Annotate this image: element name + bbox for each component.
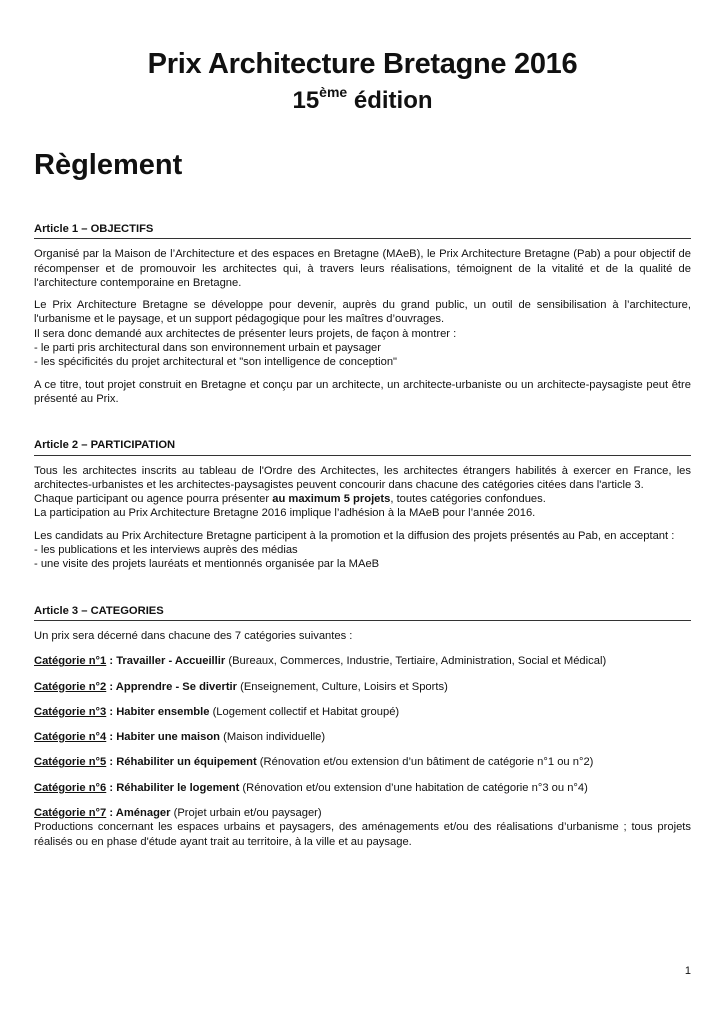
category-6-label: Catégorie n°6 bbox=[34, 781, 107, 794]
category-5 bbox=[34, 755, 691, 769]
category-4-name: Habiter une maison bbox=[116, 731, 221, 744]
category-7-name: Aménager bbox=[115, 807, 171, 820]
category-6-desc: (Rénovation et/ou extension d’une habitation de catégorie n°3 ou n°4) bbox=[239, 781, 588, 794]
document-title: Prix Architecture Bretagne 2016 bbox=[147, 48, 578, 80]
category-2-sep: : bbox=[106, 680, 116, 693]
category-1 bbox=[34, 654, 691, 668]
article-2-paragraph-2 bbox=[34, 529, 691, 572]
article-1-paragraph-2-text: Le Prix Architecture Bretagne se développe pour devenir, auprès du grand public, un outil de sensibilisation à l’architecture, l'urbanisme et le paysage, et un support pédagogique pour les maîtres d’ouvrages. bbox=[34, 299, 691, 326]
category-1-name: Travailler - Accueillir bbox=[116, 655, 226, 668]
category-2-label: Catégorie n°2 bbox=[34, 680, 107, 693]
category-3-desc: (Logement collectif et Habitat groupé) bbox=[209, 705, 400, 718]
category-5-desc: (Rénovation et/ou extension d’un bâtiment de catégorie n°1 ou n°2) bbox=[256, 756, 594, 769]
document-body bbox=[34, 222, 691, 857]
category-1-desc: (Bureaux, Commerces, Industrie, Tertiaire, Administration, Social et Médical) bbox=[225, 655, 607, 668]
category-2-name: Apprendre - Se divertir bbox=[115, 680, 238, 693]
article-1-paragraph-3: A ce titre, tout projet construit en Bretagne et conçu par un architecte, un architecte-urbaniste ou un architecte-paysagiste peut être présenté au Prix. bbox=[34, 378, 691, 405]
edition-ordinal-suffix: ème bbox=[319, 84, 348, 100]
category-3-sep: : bbox=[106, 705, 117, 718]
article-2-bullet-2: - une visite des projets lauréats et mentionnés organisée par la MAeB bbox=[34, 558, 380, 571]
category-7-sep: : bbox=[106, 807, 116, 820]
category-3-label: Catégorie n°3 bbox=[34, 705, 107, 718]
article-2-heading: Article 2 – PARTICIPATION bbox=[34, 438, 691, 455]
article-3-heading: Article 3 – CATEGORIES bbox=[34, 604, 691, 621]
article-2-max-projects-pre: Chaque participant ou agence pourra présenter bbox=[34, 493, 273, 506]
article-2-max-projects-line bbox=[34, 492, 691, 506]
article-2-max-projects-bold: au maximum 5 projets bbox=[272, 493, 391, 506]
category-2-desc: (Enseignement, Culture, Loisirs et Sports) bbox=[237, 680, 448, 693]
article-2-membership-line: La participation au Prix Architecture Bretagne 2016 implique l’adhésion à la MAeB pour l’année 2016. bbox=[34, 507, 536, 520]
category-5-name: Réhabiliter un équipement bbox=[116, 756, 257, 769]
edition-word: édition bbox=[347, 87, 433, 114]
category-7-label: Catégorie n°7 bbox=[34, 807, 107, 820]
article-1-heading: Article 1 – OBJECTIFS bbox=[34, 222, 691, 239]
category-4-label: Catégorie n°4 bbox=[34, 731, 107, 744]
article-2-paragraph-1 bbox=[34, 464, 691, 521]
article-1-bullet-1: - le parti pris architectural dans son environnement urbain et paysager bbox=[34, 342, 381, 355]
category-6-name: Réhabiliter le logement bbox=[116, 781, 240, 794]
category-6-sep: : bbox=[106, 781, 117, 794]
article-2-max-projects-post: , toutes catégories confondues. bbox=[390, 493, 546, 506]
category-1-sep: : bbox=[106, 655, 117, 668]
category-4-desc: (Maison individuelle) bbox=[220, 731, 326, 744]
article-1-paragraph-1: Organisé par la Maison de l’Architecture et des espaces en Bretagne (MAeB), le Prix Architecture Bretagne (Pab) a pour objectif de récompenser et de promouvoir les architectes qui, à travers leurs réalisations, témoignent de la vitalité et de la qualité de l'architecture contemporaine en Bretagne. bbox=[34, 248, 691, 289]
category-2 bbox=[34, 680, 691, 694]
category-3-name: Habiter ensemble bbox=[116, 705, 210, 718]
article-2-bullet-1: - les publications et les interviews auprès des médias bbox=[34, 544, 298, 557]
category-3 bbox=[34, 705, 691, 719]
article-2-paragraph-2-text: Les candidats au Prix Architecture Bretagne participent à la promotion et la diffusion des projets présentés au Pab, en acceptant : bbox=[34, 529, 675, 542]
article-1-paragraph-2 bbox=[34, 298, 691, 369]
article-2-paragraph-1-text: Tous les architectes inscrits au tableau de l'Ordre des Architectes, les architectes étrangers habilités à exercer en France, les architectes-urbanistes et les architectes-paysagistes peuvent concourir dans chacune des catégories citées dans l'article 3. bbox=[34, 464, 691, 491]
category-5-label: Catégorie n°5 bbox=[34, 756, 107, 769]
category-7-description: Productions concernant les espaces urbains et paysagers, des aménagements et/ou des réalisations d’urbanisme ; tous projets réalisés ou en phase d'étude ayant trait au territoire, à la ville et au paysage. bbox=[34, 821, 691, 848]
edition-subtitle bbox=[0, 84, 725, 118]
edition-number: 15 bbox=[292, 87, 320, 114]
category-6 bbox=[34, 781, 691, 795]
page-number: 1 bbox=[684, 965, 691, 977]
article-3-intro: Un prix sera décerné dans chacune des 7 catégories suivantes : bbox=[34, 629, 353, 642]
category-4 bbox=[34, 730, 691, 744]
category-4-sep: : bbox=[106, 731, 117, 744]
article-1-paragraph-2-line: Il sera donc demandé aux architectes de présenter leurs projets, de façon à montrer : bbox=[34, 327, 457, 340]
article-1-bullet-2: - les spécificités du projet architectural et "son intelligence de conception" bbox=[34, 356, 398, 369]
reglement-heading: Règlement bbox=[34, 149, 183, 181]
category-7-desc: (Projet urbain et/ou paysager) bbox=[170, 807, 322, 820]
category-5-sep: : bbox=[106, 756, 117, 769]
category-7 bbox=[34, 806, 691, 820]
category-1-label: Catégorie n°1 bbox=[34, 655, 107, 668]
